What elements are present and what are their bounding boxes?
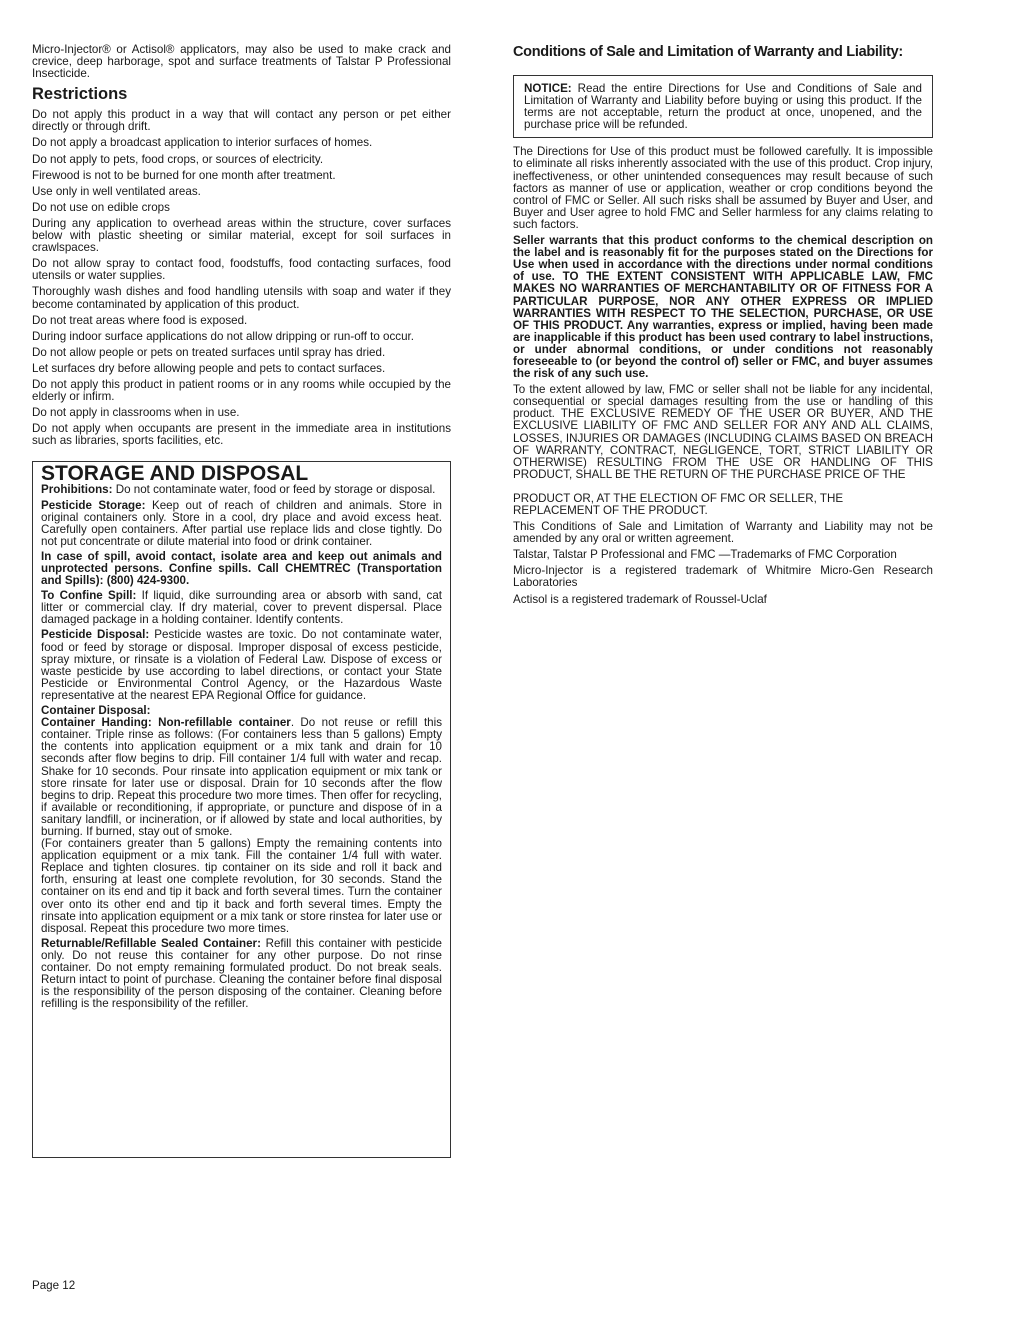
liability-continued-paragraph: PRODUCT OR, AT THE ELECTION OF FMC OR SELLER, THE REPLACEMENT OF THE PRODUCT. <box>513 491 844 517</box>
right-column <box>513 44 933 610</box>
returnable-label: Returnable/Refillable Sealed Container: <box>41 936 261 950</box>
restriction-item: Do not apply to pets, food crops, or sources of electricity. <box>32 152 324 166</box>
trademark-actisol: Actisol is a registered trademark of Roussel-Uclaf <box>513 592 767 606</box>
notice-paragraph: NOTICE: Read the entire Directions for Use and Conditions of Sale and Limitation of Warranty and Liability before buying or using this product. If the terms are not acceptable, return the product at once, unopened, and the purchase price will be refunded. <box>524 82 922 132</box>
restrictions-list <box>32 109 451 447</box>
large-containers-paragraph: (For containers greater than 5 gallons) Empty the remaining contents into application equipment or a mix tank. Fill the container 1/4 full with water. Replace and tighten closures. tip container on its side and roll it back and forth, ensuring at least one complete revolution, for 30 seconds. Stand the container on its end and tip it back and forth several times. Turn the container over onto its other end and tip it back and forth several times. Empty the rinsate into application equipment or a mix tank or store rinstea for later use or disposal. Repeat this procedure two more times. <box>41 837 442 935</box>
notice-label: NOTICE: <box>524 82 572 95</box>
restriction-item: Do not apply in classrooms when in use. <box>32 406 240 420</box>
restriction-item: Do not use on edible crops <box>32 200 170 214</box>
restriction-item: Do not apply this product in patient rooms or in any rooms while occupied by the elderly or infirm. <box>32 377 451 404</box>
page-number: Page 12 <box>32 1279 76 1292</box>
container-handing-paragraph: Container Handing: Non-refillable container. Do not reuse or refill this container. Triple rinse as follows: (For containers less than 5 gallons) Empty the contents into application equipment or a mix tank and drain for 10 seconds after flow begins to drip. Fill container 1/4 full with water and recap. Shake for 10 seconds. Pour rinsate into application equipment or mix tank or store rinsate for later use or disposal. Drain for 10 seconds after the flow begins to drip. Repeat this procedure two more times. Then offer for recycling, if available or reconditioning, if appropriate, or puncture and dispose of in a sanitary landfill, or incineration, or if allowed by state and local authorities, by burning. If burned, stay out of smoke. <box>41 716 442 838</box>
liability-paragraph: To the extent allowed by law, FMC or seller shall not be liable for any incidental, consequential or special damages resulting from the use or handling of this product. THE EXCLUSIVE REMEDY OF THE USER OR BUYER, AND THE EXCLUSIVE LIABILITY OF FMC AND SELLER FOR ANY AND ALL CLAIMS, LOSSES, INJURIES OR DAMAGES (INCLUDING CLAIMS BASED ON BREACH OF WARRANTY, CONTRACT, NEGLIGENCE, TORT, STRICT LIABILITY OR OTHERWISE) RESULTING FROM THE USE OR HANDLING OF THIS PRODUCT, SHALL BE THE RETURN OF THE PURCHASE PRICE OF THE <box>513 383 933 481</box>
returnable-container-paragraph: Returnable/Refillable Sealed Container: Refill this container with pesticide only. Do not reuse this container for any other purpose. Do not rinse container. Do not empty remaining formulated product. Do not break seals. Return intact to point of purchase. Cleaning the container before final disposal is the responsibility of the person disposing of the container. Cleaning before refilling is the responsibility of the refiller. <box>41 936 442 1011</box>
restriction-item: During indoor surface applications do not allow dripping or run-off to occur. <box>32 329 414 343</box>
storage-disposal-box <box>32 461 451 1158</box>
amendment-paragraph: This Conditions of Sale and Limitation of Warranty and Liability may not be amended by any oral or written agreement. <box>513 520 933 546</box>
restriction-item: Thoroughly wash dishes and food handling utensils with soap and water if they become contaminated by application of this product. <box>32 285 451 311</box>
seller-warrants-paragraph: Seller warrants that this product conforms to the chemical description on the label and is reasonably fit for the purposes stated on the Directions for Use when used in accordance with the directions under normal conditions of use. TO THE EXTENT CONSISTENT WITH APPLICABLE LAW, FMC MAKES NO WARRANTIES OF MERCHANTABILITY OR OF FITNESS FOR A PARTICULAR PURPOSE, NOR ANY OTHER EXPRESS OR IMPLIED WARRANTIES WITH RESPECT TO THE SELECTION, PURCHASE, OR USE OF THIS PRODUCT. Any warranties, express or implied, having been made are inapplicable if this product has been used contrary to label instructions, or under abnormal conditions, or under conditions not reasonably foreseeable to (or beyond the control of) seller or FMC, and buyer assumes the risk of any such use. <box>513 234 933 381</box>
pesticide-disposal-label: Pesticide Disposal: <box>41 628 150 642</box>
restriction-item: Do not allow people or pets on treated surfaces until spray has dried. <box>32 345 386 359</box>
notice-box <box>513 75 933 138</box>
conditions-heading: Conditions of Sale and Limitation of Warranty and Liability: <box>513 44 903 60</box>
directions-paragraph: The Directions for Use of this product must be followed carefully. It is impossible to eliminate all risks inherently associated with the use of this product. Crop injury, ineffectiveness, or other unintended consequences may result because of such factors as manner of use or application, weather or crop conditions beyond the control of FMC or Seller. All such risks shall be assumed by Buyer and User, and Buyer and User agree to hold FMC and Seller harmless for any claims relating to such factors. <box>513 145 933 231</box>
prohibitions-label: Prohibitions: <box>41 483 113 497</box>
restriction-item: During any application to overhead areas within the structure, cover surfaces below with plastic sheeting or similar material, except for soil surfaces in crawlspaces. <box>32 216 451 255</box>
restriction-item: Use only in well ventilated areas. <box>32 184 201 198</box>
restriction-item: Do not treat areas where food is exposed. <box>32 313 248 327</box>
confine-spill-label: To Confine Spill: <box>41 589 137 603</box>
confine-spill-paragraph: To Confine Spill: If liquid, dike surrounding area or absorb with sand, cat litter or commercial clay. If dry material, cover to prevent dispersal. Place damaged package in a holding container. Identify contents. <box>41 589 442 627</box>
container-disposal-label: Container Disposal: <box>41 704 151 718</box>
pesticide-storage-label: Pesticide Storage: <box>41 498 146 512</box>
intro-paragraph: Micro-Injector® or Actisol® applicators, may also be used to make crack and crevice, deep harborage, spot and surface treatments of Talstar P Professional Insecticide. <box>32 43 451 81</box>
restrictions-heading: Restrictions <box>32 85 128 104</box>
restriction-item: Let surfaces dry before allowing people and pets to contact surfaces. <box>32 361 386 375</box>
restriction-item: Do not apply a broadcast application to interior surfaces of homes. <box>32 136 373 150</box>
left-column <box>32 44 451 1158</box>
container-handing-label: Container Handing: Non-refillable container <box>41 716 291 730</box>
restriction-item: Do not apply this product in a way that will contact any person or pet either directly or through drift. <box>32 108 451 134</box>
pesticide-storage-paragraph: Pesticide Storage: Keep out of reach of children and animals. Store in original containers only. Store in a cool, dry place and avoid excess heat. Carefully open containers. After partial use replace lids and close tightly. Do not put concentrate or dilute material into food or drink container. <box>41 498 442 548</box>
trademark-micro-injector: Micro-Injector is a registered trademark of Whitmire Micro-Gen Research Laboratories <box>513 564 933 590</box>
spill-warning: In case of spill, avoid contact, isolate area and keep out animals and unprotected persons. Confine spills. Call CHEMTREC (Transportation and Spills): (800) 424-9300. <box>41 549 442 588</box>
prohibitions-paragraph: Prohibitions: Do not contaminate water, food or feed by storage or disposal. <box>41 483 436 497</box>
trademark-fmc: Talstar, Talstar P Professional and FMC —Trademarks of FMC Corporation <box>513 548 897 562</box>
restriction-item: Firewood is not to be burned for one month after treatment. <box>32 168 336 182</box>
restriction-item: Do not allow spray to contact food, foodstuffs, food contacting surfaces, food utensils or water supplies. <box>32 257 451 283</box>
pesticide-disposal-paragraph: Pesticide Disposal: Pesticide wastes are toxic. Do not contaminate water, food or feed by storage or disposal. Improper disposal of excess pesticide, spray mixture, or rinsate is a violation of Federal Law. Dispose of excess or waste pesticide by use according to label directions, or contact your State Pesticide or Environmental Control Agency, or the Hazardous Waste representative at the nearest EPA Regional Office for guidance. <box>41 628 442 702</box>
storage-disposal-title: STORAGE AND DISPOSAL <box>41 462 309 486</box>
restriction-item: Do not apply when occupants are present in the immediate area in institutions such as libraries, sports facilities, etc. <box>32 422 451 448</box>
